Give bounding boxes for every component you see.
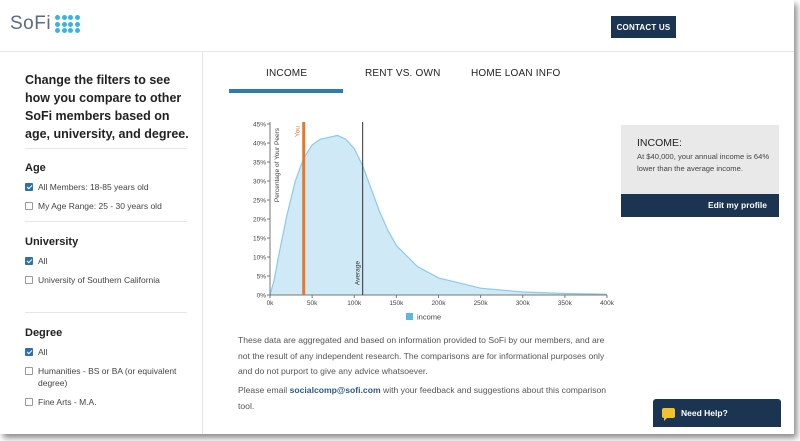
checkbox-icon[interactable] bbox=[25, 183, 33, 191]
header bbox=[0, 0, 794, 52]
x-tick-label: 350k bbox=[557, 300, 572, 307]
y-tick-label: 0% bbox=[256, 292, 266, 300]
income-area bbox=[270, 135, 607, 295]
age-option-range[interactable] bbox=[25, 200, 187, 212]
y-tick-label: 35% bbox=[252, 159, 266, 167]
email-prefix: Please email bbox=[238, 385, 290, 395]
divider bbox=[25, 221, 187, 222]
chat-bubble-icon bbox=[662, 408, 675, 418]
disclaimer-text: These data are aggregated and based on information provided to SoFi by our members, and are not the result of any independent research. The comparisons are for informational purposes only and do not purport to give any advice whatsoever. bbox=[238, 335, 605, 376]
legend-swatch bbox=[406, 313, 413, 320]
degree-filter bbox=[25, 327, 187, 415]
x-tick-label: 0k bbox=[266, 300, 274, 307]
you-marker-label: You bbox=[294, 126, 302, 137]
y-tick-label: 20% bbox=[252, 216, 266, 224]
help-label: Need Help? bbox=[681, 408, 728, 418]
x-tick-label: 150k bbox=[389, 300, 404, 307]
feedback-text bbox=[238, 383, 613, 414]
legend-label: income bbox=[417, 312, 442, 322]
checkbox-icon[interactable] bbox=[25, 398, 33, 406]
active-tab-indicator bbox=[229, 89, 343, 93]
tab-rent-vs-own[interactable]: RENT VS. OWN bbox=[365, 68, 441, 79]
checkbox-icon[interactable] bbox=[25, 367, 33, 375]
average-marker-label: Average bbox=[354, 261, 362, 286]
checkbox-icon[interactable] bbox=[25, 348, 33, 356]
university-title: University bbox=[25, 236, 79, 248]
filter-sidebar bbox=[0, 52, 203, 434]
edit-profile-button[interactable]: Edit my profile bbox=[621, 194, 779, 217]
info-body: At $40,000, your annual income is 64% lower than the average income. bbox=[637, 152, 770, 173]
tab-income[interactable]: INCOME bbox=[266, 68, 308, 79]
option-label: My Age Range: 25 - 30 years old bbox=[38, 201, 162, 211]
divider bbox=[25, 312, 187, 313]
y-tick-label: 30% bbox=[252, 178, 266, 186]
divider bbox=[25, 148, 187, 149]
option-label: Humanities - BS or BA (or equivalent degree) bbox=[38, 366, 177, 388]
info-title: INCOME: bbox=[637, 137, 682, 149]
income-distribution-chart bbox=[240, 112, 616, 327]
y-tick-label: 40% bbox=[252, 140, 266, 148]
y-axis-label: Percentage of Your Peers bbox=[274, 128, 281, 203]
university-filter bbox=[25, 236, 187, 293]
age-option-all[interactable] bbox=[25, 181, 187, 193]
option-label: University of Southern California bbox=[38, 275, 160, 285]
university-option-usc[interactable] bbox=[25, 274, 187, 286]
x-tick-label: 50k bbox=[306, 300, 318, 307]
age-title: Age bbox=[25, 162, 46, 174]
x-tick-label: 100k bbox=[347, 300, 362, 307]
option-label: All bbox=[38, 256, 48, 266]
need-help-button[interactable] bbox=[653, 399, 781, 427]
checkbox-icon[interactable] bbox=[25, 276, 33, 284]
x-tick-label: 200k bbox=[431, 300, 446, 307]
option-label: Fine Arts - M.A. bbox=[38, 397, 97, 407]
degree-option-fine-arts[interactable] bbox=[25, 396, 187, 408]
degree-option-humanities[interactable] bbox=[25, 365, 187, 389]
sofi-logo[interactable] bbox=[10, 13, 80, 35]
option-label: All bbox=[38, 347, 48, 357]
university-option-all[interactable] bbox=[25, 255, 187, 267]
y-tick-label: 45% bbox=[252, 121, 266, 129]
you-marker bbox=[302, 122, 305, 295]
feedback-email-link[interactable]: socialcomp@sofi.com bbox=[289, 385, 381, 395]
checkbox-icon[interactable] bbox=[25, 202, 33, 210]
x-tick-label: 250k bbox=[473, 300, 488, 307]
checkbox-icon[interactable] bbox=[25, 257, 33, 265]
income-info-panel bbox=[621, 125, 779, 217]
logo-dots-icon bbox=[55, 15, 80, 33]
tab-home-loan-info[interactable]: HOME LOAN INFO bbox=[471, 68, 561, 79]
x-tick-label: 300k bbox=[515, 300, 530, 307]
age-filter bbox=[25, 162, 187, 219]
y-tick-label: 10% bbox=[252, 254, 266, 262]
y-tick-label: 15% bbox=[252, 235, 266, 243]
contact-us-button[interactable]: CONTACT US bbox=[611, 16, 676, 38]
filter-intro: Change the filters to see how you compare to other SoFi members based on age, university, and degree. bbox=[25, 73, 189, 141]
email-suffix: with your feedback and suggestions about this comparison tool. bbox=[238, 385, 607, 411]
x-tick-label: 400k bbox=[599, 300, 615, 307]
y-tick-label: 5% bbox=[256, 273, 266, 281]
degree-option-all[interactable] bbox=[25, 346, 187, 358]
y-tick-label: 25% bbox=[252, 197, 266, 205]
option-label: All Members: 18-85 years old bbox=[38, 182, 149, 192]
degree-title: Degree bbox=[25, 327, 63, 339]
logo-text: SoFi bbox=[10, 13, 52, 34]
